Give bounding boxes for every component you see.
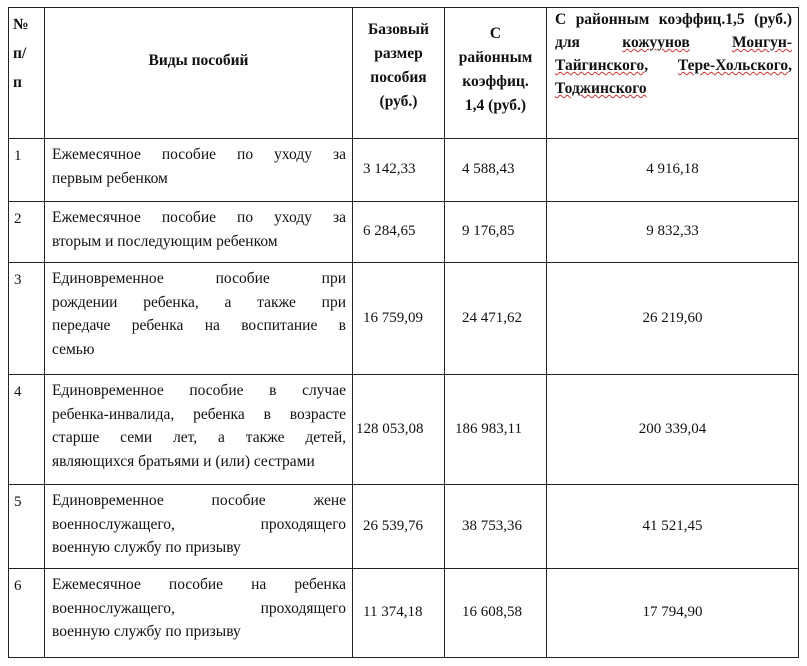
header-coeff-1-5 [547, 8, 799, 139]
benefits-table [8, 7, 799, 658]
row-number: 5 [9, 485, 45, 569]
header-word-mongun-taiginsky: Монгун-Тайгинского [555, 34, 792, 74]
row-benefit-type [45, 202, 353, 263]
row-number: 1 [9, 139, 45, 202]
header-word-tere-kholsky: Тере-Хольского [677, 57, 789, 74]
row-base-amount: 3 142,33 [353, 139, 445, 202]
table-row [9, 263, 799, 375]
row-coeff15-amount: 4 916,18 [547, 139, 799, 202]
benefit-type-line: рождении ребенка, а также при [52, 293, 346, 311]
row-coeff15-amount: 26 219,60 [547, 263, 799, 375]
benefit-type-line: семью [52, 340, 95, 358]
row-base-amount: 128 053,08 [353, 375, 445, 485]
row-coeff14-amount: 4 588,43 [445, 139, 547, 202]
table-row [9, 485, 799, 569]
benefit-type-line: передаче ребенка на воспитание в [52, 317, 346, 334]
row-base-amount: 6 284,65 [353, 202, 445, 263]
table-row [9, 569, 799, 658]
header-comma: , [644, 57, 678, 74]
header-coeff14-line: С [489, 25, 502, 42]
table-row [9, 202, 799, 263]
benefit-type-line: ребенка-инвалида, ребенка в возрасте [52, 405, 346, 423]
benefit-type-line: старше семи лет, а также детей, [52, 429, 346, 446]
benefit-type-line: Единовременное пособие в случае [52, 382, 346, 399]
table-header-row [9, 8, 799, 139]
row-benefit-type [45, 139, 353, 202]
row-coeff15-amount: 41 521,45 [547, 485, 799, 569]
row-coeff15-amount: 17 794,90 [547, 569, 799, 658]
row-number: 6 [9, 569, 45, 658]
row-coeff14-amount: 38 753,36 [445, 485, 547, 569]
header-coeff14-line: коэффиц. [462, 73, 529, 90]
row-coeff15-amount: 200 339,04 [547, 375, 799, 485]
header-coeff-1-4 [445, 8, 547, 139]
row-base-amount: 16 759,09 [353, 263, 445, 375]
header-word-kozhuunov: кожуунов [622, 34, 690, 51]
header-base-line: размер [374, 45, 423, 62]
header-number-line: № [13, 16, 29, 33]
benefit-type-line: военнослужащего, проходящего [52, 515, 346, 533]
benefit-type-line: вторым и последующим ребенком [52, 232, 278, 250]
benefit-type-line: первым ребенком [52, 169, 168, 187]
row-coeff14-amount: 9 176,85 [445, 202, 547, 263]
table-row [9, 375, 799, 485]
row-coeff15-amount: 9 832,33 [547, 202, 799, 263]
benefit-type-line: военную службу по призыву [52, 539, 241, 556]
benefit-type-line: Единовременное пособие при [52, 270, 346, 287]
document-page [8, 7, 798, 659]
row-coeff14-amount: 186 983,11 [445, 375, 547, 485]
header-coeff15-lead: С районным коэффиц.1,5 (руб.) для [555, 11, 792, 51]
row-number: 2 [9, 202, 45, 263]
header-base-amount [353, 8, 445, 139]
header-coeff14-line: 1,4 (руб.) [464, 97, 527, 114]
benefit-type-line: являющихся братьями и (или) сестрами [52, 452, 315, 470]
header-base-line: Базовый [368, 21, 429, 38]
header-space [690, 34, 732, 51]
row-number: 3 [9, 263, 45, 375]
header-coeff14-line: районным [458, 49, 533, 66]
row-benefit-type [45, 485, 353, 569]
header-number-line: п/ [13, 45, 27, 62]
benefit-type-line: военную службу по призыву [52, 623, 241, 640]
benefit-type-line: Ежемесячное пособие по уходу за [52, 209, 346, 226]
header-number [9, 8, 45, 139]
header-base-line: (руб.) [379, 93, 418, 110]
benefit-type-line: Ежемесячное пособие на ребенка [52, 576, 346, 593]
header-base-line: пособия [370, 69, 427, 86]
row-base-amount: 26 539,76 [353, 485, 445, 569]
benefit-type-line: Единовременное пособие жене [52, 492, 346, 509]
row-coeff14-amount: 16 608,58 [445, 569, 547, 658]
benefit-type-line: Ежемесячное пособие по уходу за [52, 146, 346, 163]
header-benefit-type: Виды пособий [45, 0, 353, 127]
row-benefit-type [45, 263, 353, 375]
row-base-amount: 11 374,18 [353, 569, 445, 658]
header-comma: , [788, 57, 792, 74]
row-number: 4 [9, 375, 45, 485]
table-row [9, 139, 799, 202]
row-benefit-type [45, 569, 353, 658]
row-coeff14-amount: 24 471,62 [445, 263, 547, 375]
row-benefit-type [45, 375, 353, 485]
header-word-todzhinsky: Тоджинского [555, 80, 647, 97]
benefit-type-line: военнослужащего, проходящего [52, 599, 346, 617]
header-number-line: п [13, 74, 22, 91]
